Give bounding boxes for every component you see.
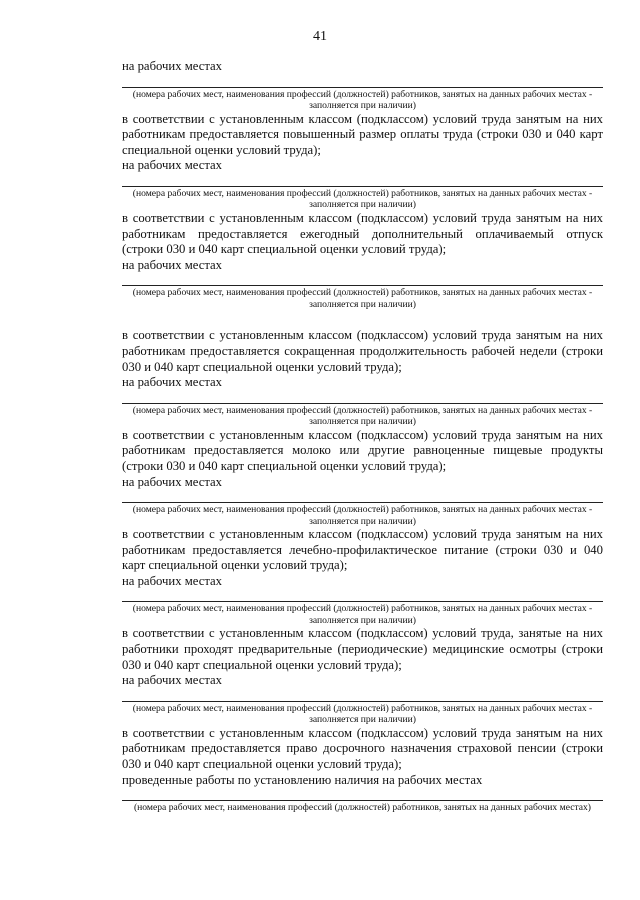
fill-in-line xyxy=(122,87,603,88)
text-line: в соответствии с установленным классом (подклассом) условий труда занятым на них xyxy=(122,527,603,542)
text-line: работникам предоставляется повышенный размер оплаты труда (строки 030 и 040 карт xyxy=(122,127,603,142)
page-number: 41 xyxy=(313,29,327,44)
text-line: в соответствии с установленным классом (подклассом) условий труда, занятые на них xyxy=(122,626,603,641)
text-line: в соответствии с установленным классом (подклассом) условий труда занятым на них xyxy=(122,111,603,126)
text-line: работникам предоставляется ежегодный дополнительный оплачиваемый отпуск xyxy=(122,226,603,241)
fill-in-line xyxy=(122,800,603,801)
text-line: работникам предоставляется сокращенная продолжительность рабочей недели (строки xyxy=(122,343,603,358)
text-line: на рабочих местах xyxy=(122,375,223,390)
text-line: 030 и 040 карт специальной оценки условий труда); xyxy=(122,757,402,772)
field-caption: (номера рабочих мест, наименования профессий (должностей) работников, занятых на данных рабочих местах - заполняется при наличии) xyxy=(132,287,593,310)
text-line: (строки 030 и 040 карт специальной оценки условий труда); xyxy=(122,458,447,473)
field-caption: (номера рабочих мест, наименования профессий (должностей) работников, занятых на данных рабочих местах - заполняется при наличии) xyxy=(132,187,593,211)
fill-in-line xyxy=(122,403,603,404)
fill-in-line xyxy=(122,502,603,503)
text-line: работникам предоставляется лечебно-профилактическое питание (строки 030 и 040 xyxy=(122,542,603,557)
text-line: проведенные работы по установлению наличия на рабочих местах xyxy=(122,772,483,787)
text-line: специальной оценки условий труда); xyxy=(122,142,321,157)
text-line: работники проходят предварительные (периодические) медицинские осмотры (строки xyxy=(122,642,603,657)
text-line: карт специальной оценки условий труда); xyxy=(122,558,348,573)
text-line: 030 и 040 карт специальной оценки условий труда); xyxy=(122,657,402,672)
text-line: на рабочих местах xyxy=(122,474,223,489)
fill-in-line xyxy=(122,701,603,702)
text-line: в соответствии с установленным классом (подклассом) условий труда занятым на них xyxy=(122,328,603,343)
fill-in-line xyxy=(122,285,603,286)
fill-in-line xyxy=(122,601,603,602)
text-line: на рабочих местах xyxy=(122,257,223,272)
text-line: работникам предоставляется право досрочного назначения страховой пенсии (строки xyxy=(122,741,603,756)
field-caption: (номера рабочих мест, наименования профессий (должностей) работников, занятых на данных рабочих местах - заполняется при наличии) xyxy=(132,504,593,527)
text-line: в соответствии с установленным классом (подклассом) условий труда занятым на них xyxy=(122,725,603,740)
field-caption: (номера рабочих мест, наименования профессий (должностей) работников, занятых на данных рабочих местах - заполняется при наличии) xyxy=(132,702,593,726)
text-line: на рабочих местах xyxy=(122,673,223,688)
field-caption: (номера рабочих мест, наименования профессий (должностей) работников, занятых на данных рабочих местах - заполняется при наличии) xyxy=(132,88,593,112)
text-line: на рабочих местах xyxy=(122,59,223,73)
field-caption: (номера рабочих мест, наименования профессий (должностей) работников, занятых на данных рабочих местах) xyxy=(133,802,592,814)
text-line: работникам предоставляется молоко или другие равноценные пищевые продукты xyxy=(122,443,603,458)
text-line: на рабочих местах xyxy=(122,573,223,588)
field-caption: (номера рабочих мест, наименования профессий (должностей) работников, занятых на данных рабочих местах - заполняется при наличии) xyxy=(132,404,593,428)
text-line: в соответствии с установленным классом (подклассом) условий труда занятым на них xyxy=(122,210,603,225)
field-caption: (номера рабочих мест, наименования профессий (должностей) работников, занятых на данных рабочих местах - заполняется при наличии) xyxy=(132,603,593,626)
text-line: 030 и 040 карт специальной оценки условий труда); xyxy=(122,359,402,374)
fill-in-line xyxy=(122,186,603,187)
text-line: в соответствии с установленным классом (подклассом) условий труда занятым на них xyxy=(122,427,603,442)
text-line: на рабочих местах xyxy=(122,158,223,173)
text-line: (строки 030 и 040 карт специальной оценки условий труда); xyxy=(122,242,447,257)
document-body xyxy=(122,59,603,814)
